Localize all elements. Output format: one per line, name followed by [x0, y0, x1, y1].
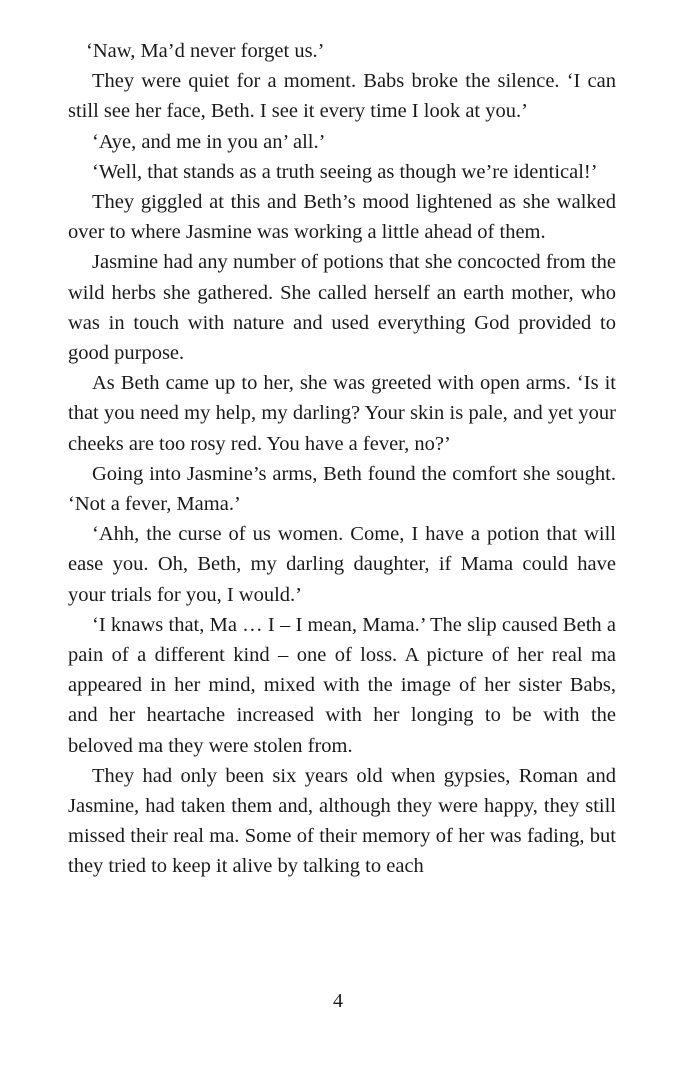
- paragraph: Going into Jasmine’s arms, Beth found the comfort she sought. ‘Not a fever, Mama.’: [68, 462, 616, 516]
- paragraph: They giggled at this and Beth’s mood lightened as she walked over to where Jasmine was working a little ahead of them.: [68, 191, 616, 244]
- page-number: 4: [333, 990, 343, 1012]
- paragraph: As Beth came up to her, she was greeted with open arms. ‘Is it that you need my help, my darling? Your skin is pale, and yet your cheeks are too rosy red. You have a fever, no?’: [68, 372, 616, 455]
- paragraph: ‘Ahh, the curse of us women. Come, I have a potion that will ease you. Oh, Beth, my darling daughter, if Mama could have your trials for you, I would.’: [68, 523, 616, 606]
- paragraph: They were quiet for a moment. Babs broke the silence. ‘I can still see her face, Beth. I see it every time I look at you.’: [68, 70, 616, 123]
- body-text: [68, 36, 616, 882]
- paragraph: They had only been six years old when gypsies, Roman and Jasmine, had taken them and, although they were happy, they still missed their real ma. Some of their memory of her was fading, but they tried to keep it alive by talking to each: [68, 764, 616, 878]
- paragraph: ‘I knaws that, Ma … I – I mean, Mama.’ The slip caused Beth a pain of a different kind – one of loss. A picture of her real ma appeared in her mind, mixed with the image of her sister Babs, and her heartache increased with her longing to be with the beloved ma they were stolen from.: [68, 613, 616, 757]
- paragraph: ‘Aye, and me in you an’ all.’: [92, 130, 326, 153]
- paragraph: Jasmine had any number of potions that she concocted from the wild herbs she gathered. She called herself an earth mother, who was in touch with nature and used everything God provided to good purpose.: [68, 251, 616, 365]
- paragraph: ‘Naw, Ma’d never forget us.’: [86, 40, 325, 62]
- paragraph: ‘Well, that stands as a truth seeing as though we’re identical!’: [92, 160, 598, 183]
